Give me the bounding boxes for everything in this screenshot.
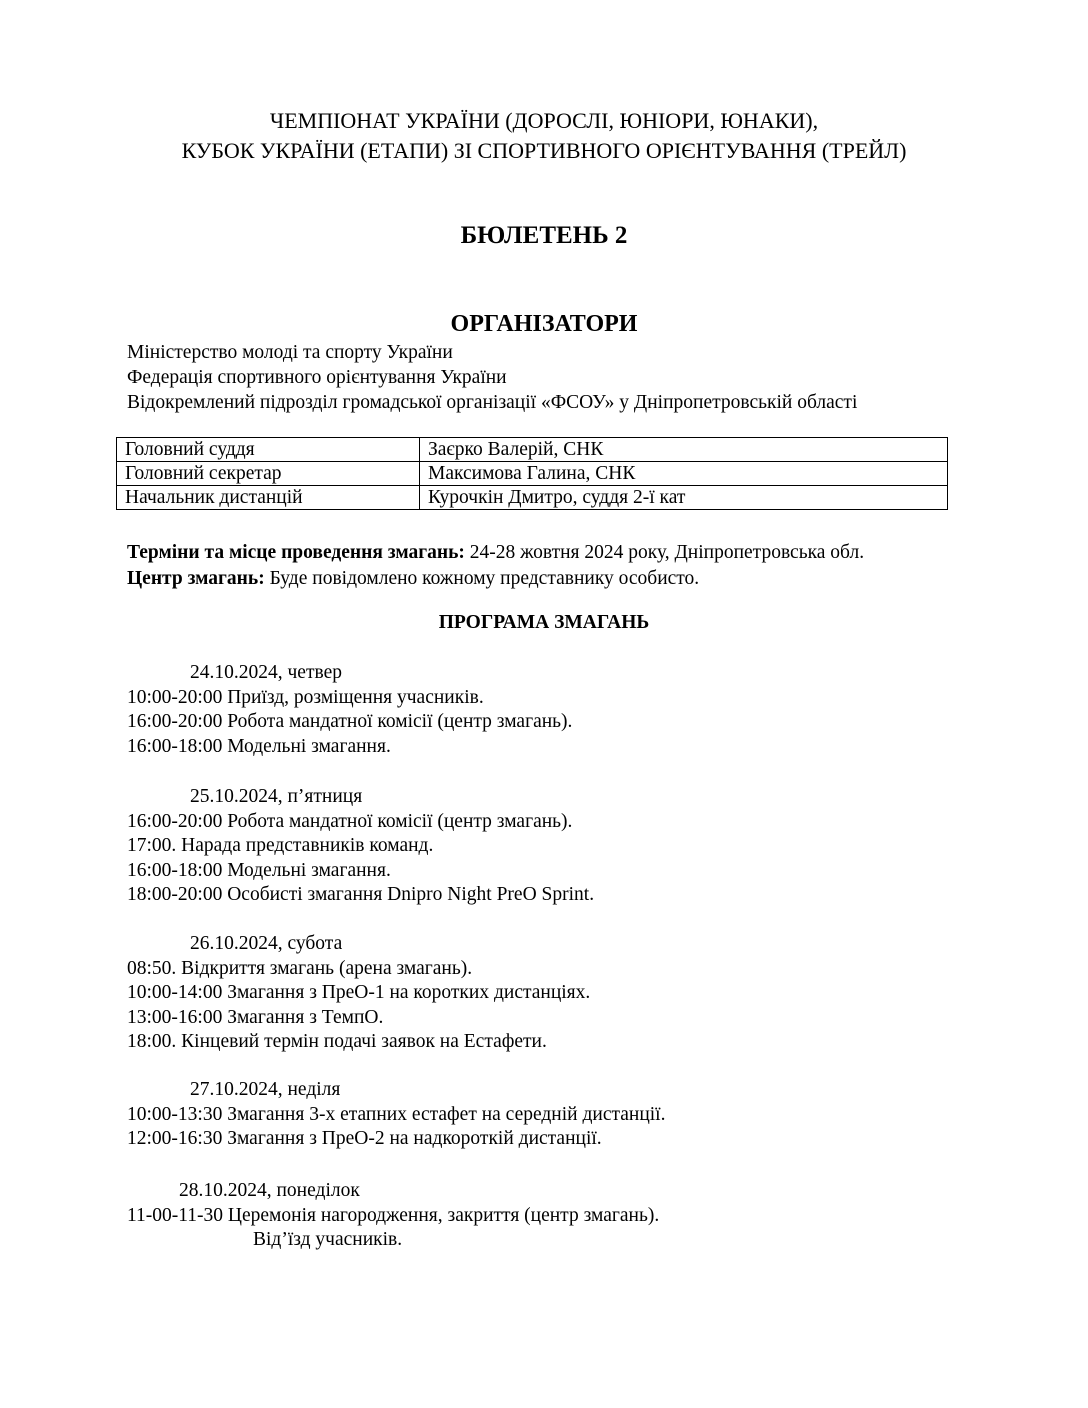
organizers-heading: ОРГАНІЗАТОРИ [450, 311, 638, 337]
organizer-item: Міністерство молоді та спорту України [127, 342, 453, 363]
event-item: 11-00-11-30 Церемонія нагородження, закриття (центр змагань). [127, 1204, 660, 1226]
program-day [127, 1179, 659, 1253]
day-date: 27.10.2024, неділя [190, 1079, 341, 1100]
official-person: Заєрко Валерій, СНК [420, 438, 948, 462]
organizer-item: Відокремлений підрозділ громадської організації «ФСОУ» у Дніпропетровській області [127, 392, 858, 413]
day-date: 26.10.2024, субота [190, 933, 343, 954]
day-date: 24.10.2024, четвер [190, 662, 342, 683]
center-line [127, 566, 864, 592]
organizer-item: Федерація спортивного орієнтування України [127, 367, 507, 388]
center-value: Буде повідомлено кожному представнику особисто. [264, 568, 700, 589]
championship-title-line-2: КУБОК УКРАЇНИ (ЕТАПИ) ЗІ СПОРТИВНОГО ОРІЄНТУВАННЯ (ТРЕЙЛ) [181, 138, 907, 163]
program-day [127, 932, 590, 1055]
program-heading: ПРОГРАМА ЗМАГАНЬ [438, 612, 650, 633]
event-item: 16:00-18:00 Модельні змагання. [127, 735, 391, 757]
event-item: 16:00-18:00 Модельні змагання. [127, 859, 391, 881]
event-item: 18:00. Кінцевий термін подачі заявок на Естафети. [127, 1031, 547, 1053]
official-role: Головний суддя [117, 438, 420, 462]
championship-title-line-1: ЧЕМПІОНАТ УКРАЇНИ (ДОРОСЛІ, ЮНІОРИ, ЮНАКИ), [269, 108, 819, 133]
table-row [117, 462, 948, 486]
event-item: 16:00-20:00 Робота мандатної комісії (центр змагань). [127, 810, 573, 832]
day-date: 25.10.2024, п’ятниця [190, 786, 363, 807]
competition-terms [127, 540, 864, 592]
event-item: 10:00-13:30 Змагання 3-х етапних естафет на середній дистанції. [127, 1103, 666, 1125]
event-item: 08:50. Відкриття змагань (арена змагань). [127, 957, 473, 979]
dates-label: Терміни та місце проведення змагань: [127, 542, 465, 563]
event-item: 17:00. Нарада представників команд. [127, 835, 434, 857]
dates-value: 24-28 жовтня 2024 року, Дніпропетровська обл. [464, 542, 865, 563]
official-role: Головний секретар [117, 462, 420, 486]
event-item: 10:00-14:00 Змагання з ПреО-1 на коротких дистанціях. [127, 982, 591, 1004]
official-person: Курочкін Дмитро, суддя 2-ї кат [420, 486, 948, 510]
official-role: Начальник дистанцій [117, 486, 420, 510]
program-day [127, 1078, 665, 1152]
center-label: Центр змагань: [127, 568, 265, 589]
organizers-list [127, 340, 857, 415]
official-person: Максимова Галина, СНК [420, 462, 948, 486]
dates-location-line [127, 540, 864, 566]
event-item: Від’їзд учасників. [253, 1229, 403, 1251]
officials-table [116, 437, 948, 510]
program-day [127, 785, 594, 908]
bulletin-title: БЮЛЕТЕНЬ 2 [460, 222, 628, 249]
event-item: 18:00-20:00 Особисті змагання Dnipro Night PreO Sprint. [127, 884, 595, 906]
table-row [117, 438, 948, 462]
event-item: 12:00-16:30 Змагання з ПреО-2 на надкороткій дистанції. [127, 1128, 602, 1150]
event-item: 16:00-20:00 Робота мандатної комісії (центр змагань). [127, 711, 573, 733]
table-row [117, 486, 948, 510]
event-item: 13:00-16:00 Змагання з ТемпО. [127, 1006, 384, 1028]
event-item: 10:00-20:00 Приїзд, розміщення учасників. [127, 686, 484, 708]
program-day [127, 661, 572, 759]
day-date: 28.10.2024, понеділок [179, 1180, 360, 1201]
